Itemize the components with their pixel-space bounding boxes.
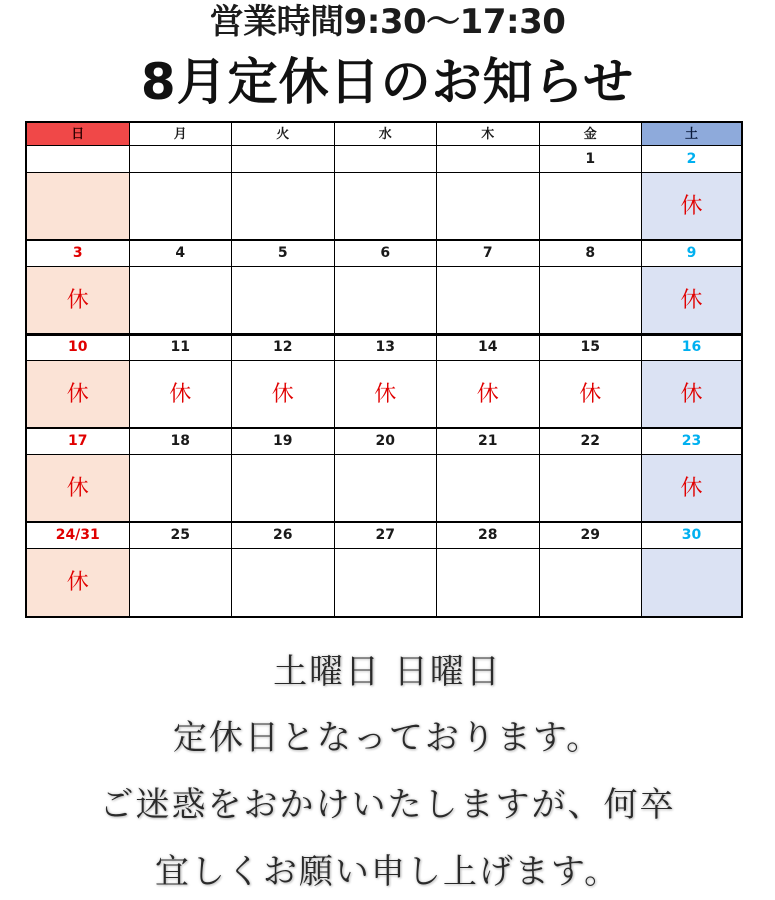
day-number: 10: [27, 334, 130, 361]
weekday-header: 水: [335, 123, 438, 146]
weekday-header: 土: [642, 123, 741, 146]
holiday-mark: 休: [27, 455, 130, 522]
day-number: 11: [130, 334, 233, 361]
day-cell: [232, 173, 335, 240]
holiday-mark: 休: [642, 173, 741, 240]
day-number: 12: [232, 334, 335, 361]
weekday-header: 木: [437, 123, 540, 146]
day-cell: [540, 549, 643, 616]
holiday-mark: 休: [27, 549, 130, 616]
day-number: 25: [130, 522, 233, 549]
day-number: 8: [540, 240, 643, 267]
day-cell: [437, 267, 540, 334]
day-number: 3: [27, 240, 130, 267]
day-number: 20: [335, 428, 438, 455]
day-number: [130, 146, 233, 173]
message-line-4: 宜しくお願い申し上げます。: [154, 852, 621, 892]
holiday-mark: 休: [642, 455, 741, 522]
weekday-header: 日: [27, 123, 130, 146]
day-cell: [232, 267, 335, 334]
day-number: [335, 146, 438, 173]
day-number: 23: [642, 428, 741, 455]
day-number: 16: [642, 334, 741, 361]
message-line-2: 定休日となっております。: [172, 718, 603, 758]
day-cell: [540, 455, 643, 522]
holiday-mark: 休: [642, 267, 741, 334]
day-number: 15: [540, 334, 643, 361]
holiday-mark: 休: [642, 361, 741, 428]
day-number: 18: [130, 428, 233, 455]
day-number: 6: [335, 240, 438, 267]
day-number: 5: [232, 240, 335, 267]
day-number: 19: [232, 428, 335, 455]
day-number: [27, 146, 130, 173]
day-cell: [27, 173, 130, 240]
day-number: 26: [232, 522, 335, 549]
day-cell: [642, 549, 741, 616]
day-cell: [540, 267, 643, 334]
day-cell: [540, 173, 643, 240]
page-title: 8月定休日のお知らせ: [140, 53, 635, 111]
day-cell: [335, 173, 438, 240]
day-cell: [335, 267, 438, 334]
day-number: 29: [540, 522, 643, 549]
day-cell: [437, 455, 540, 522]
day-number: 22: [540, 428, 643, 455]
day-number: 24/31: [27, 522, 130, 549]
holiday-mark: 休: [540, 361, 643, 428]
day-cell: [130, 173, 233, 240]
day-cell: [335, 455, 438, 522]
weekday-header: 金: [540, 123, 643, 146]
day-cell: [335, 549, 438, 616]
message-line-1: 土曜日 日曜日: [273, 652, 502, 692]
business-hours: 営業時間9:30～17:30: [209, 2, 566, 42]
day-number: 4: [130, 240, 233, 267]
day-cell: [437, 549, 540, 616]
day-number: 7: [437, 240, 540, 267]
holiday-mark: 休: [437, 361, 540, 428]
message-line-3: ご迷惑をおかけいたしますが、何卒: [99, 785, 676, 825]
day-number: 30: [642, 522, 741, 549]
holiday-mark: 休: [27, 267, 130, 334]
calendar-table: [25, 121, 743, 618]
holiday-mark: 休: [130, 361, 233, 428]
day-number: 9: [642, 240, 741, 267]
day-cell: [437, 173, 540, 240]
day-cell: [130, 549, 233, 616]
day-number: [232, 146, 335, 173]
day-cell: [130, 267, 233, 334]
day-cell: [232, 549, 335, 616]
weekday-header: 火: [232, 123, 335, 146]
day-number: [437, 146, 540, 173]
day-number: 2: [642, 146, 741, 173]
day-number: 13: [335, 334, 438, 361]
holiday-mark: 休: [335, 361, 438, 428]
holiday-mark: 休: [27, 361, 130, 428]
holiday-mark: 休: [232, 361, 335, 428]
day-number: 28: [437, 522, 540, 549]
day-number: 17: [27, 428, 130, 455]
weekday-header: 月: [130, 123, 233, 146]
day-number: 1: [540, 146, 643, 173]
day-number: 27: [335, 522, 438, 549]
day-cell: [130, 455, 233, 522]
day-number: 21: [437, 428, 540, 455]
day-number: 14: [437, 334, 540, 361]
day-cell: [232, 455, 335, 522]
